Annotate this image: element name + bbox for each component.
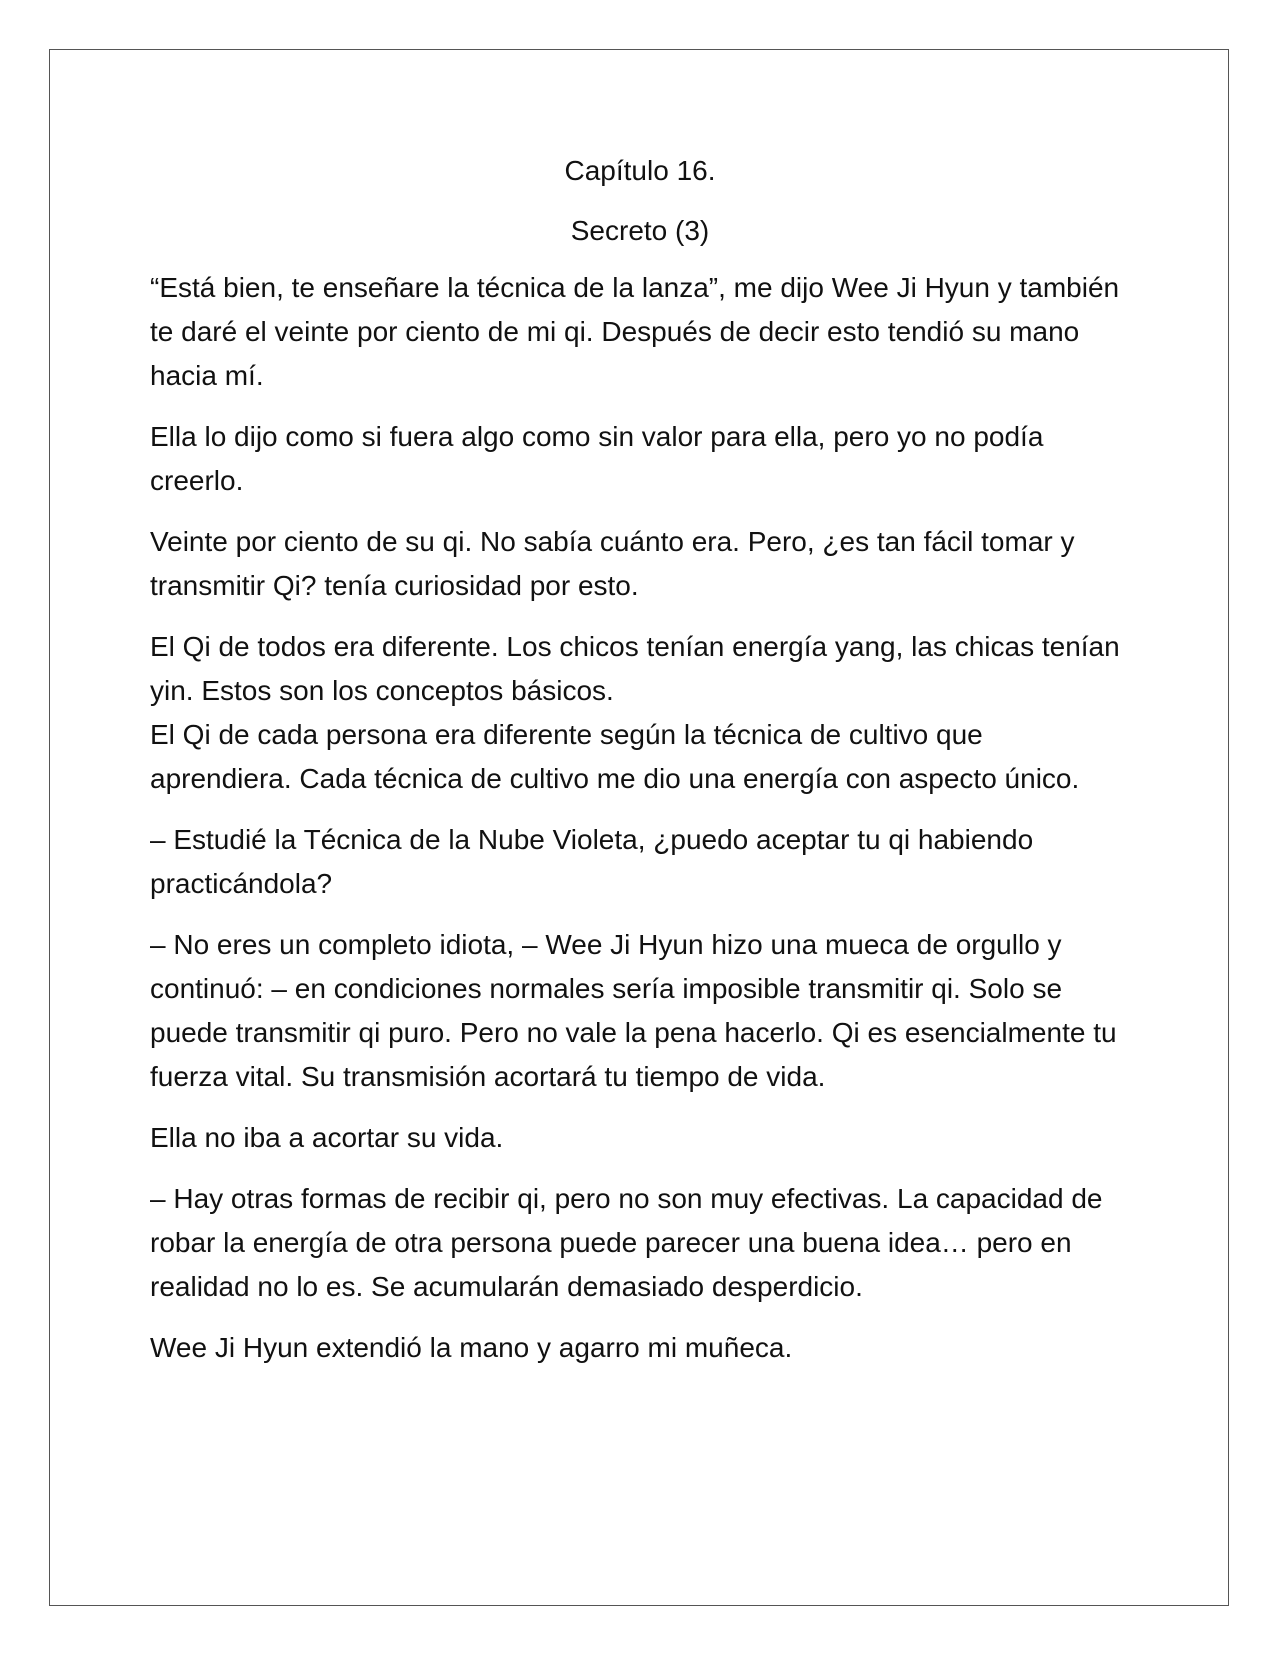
chapter-subtitle: Secreto (3) (570, 215, 710, 246)
paragraph: El Qi de todos era diferente. Los chicos tenían energía yang, las chicas tenían yin. Estos son los conceptos básicos. (150, 631, 1120, 706)
paragraph: Veinte por ciento de su qi. No sabía cuánto era. Pero, ¿es tan fácil tomar y transmitir Qi? tenía curiosidad por esto. (150, 526, 1075, 601)
document-body (150, 150, 1130, 1387)
paragraph: El Qi de cada persona era diferente según la técnica de cultivo que aprendiera. Cada técnica de cultivo me dio una energía con aspecto único. (150, 719, 1080, 794)
paragraph: – Estudié la Técnica de la Nube Violeta, ¿puedo aceptar tu qi habiendo practicándola? (150, 824, 1034, 899)
paragraph: Ella no iba a acortar su vida. (150, 1122, 504, 1153)
paragraph: – Hay otras formas de recibir qi, pero no son muy efectivas. La capacidad de robar la energía de otra persona puede parecer una buena idea… pero en realidad no lo es. Se acumularán demasiado desperdicio. (150, 1183, 1103, 1302)
paragraph: Ella lo dijo como si fuera algo como sin valor para ella, pero yo no podía creerlo. (150, 421, 1044, 496)
paragraph: – No eres un completo idiota, – Wee Ji Hyun hizo una mueca de orgullo y continuó: – en condiciones normales sería imposible transmitir qi. Solo se puede transmitir qi puro. Pero no vale la pena hacerlo. Qi es esencialmente tu fuerza vital. Su transmisión acortará tu tiempo de vida. (150, 929, 1117, 1092)
paragraph: Wee Ji Hyun extendió la mano y agarro mi muñeca. (150, 1332, 793, 1363)
chapter-title: Capítulo 16. (564, 155, 716, 186)
paragraph: “Está bien, te enseñare la técnica de la lanza”, me dijo Wee Ji Hyun y también te daré el veinte por ciento de mi qi. Después de decir esto tendió su mano hacia mí. (150, 272, 1120, 391)
